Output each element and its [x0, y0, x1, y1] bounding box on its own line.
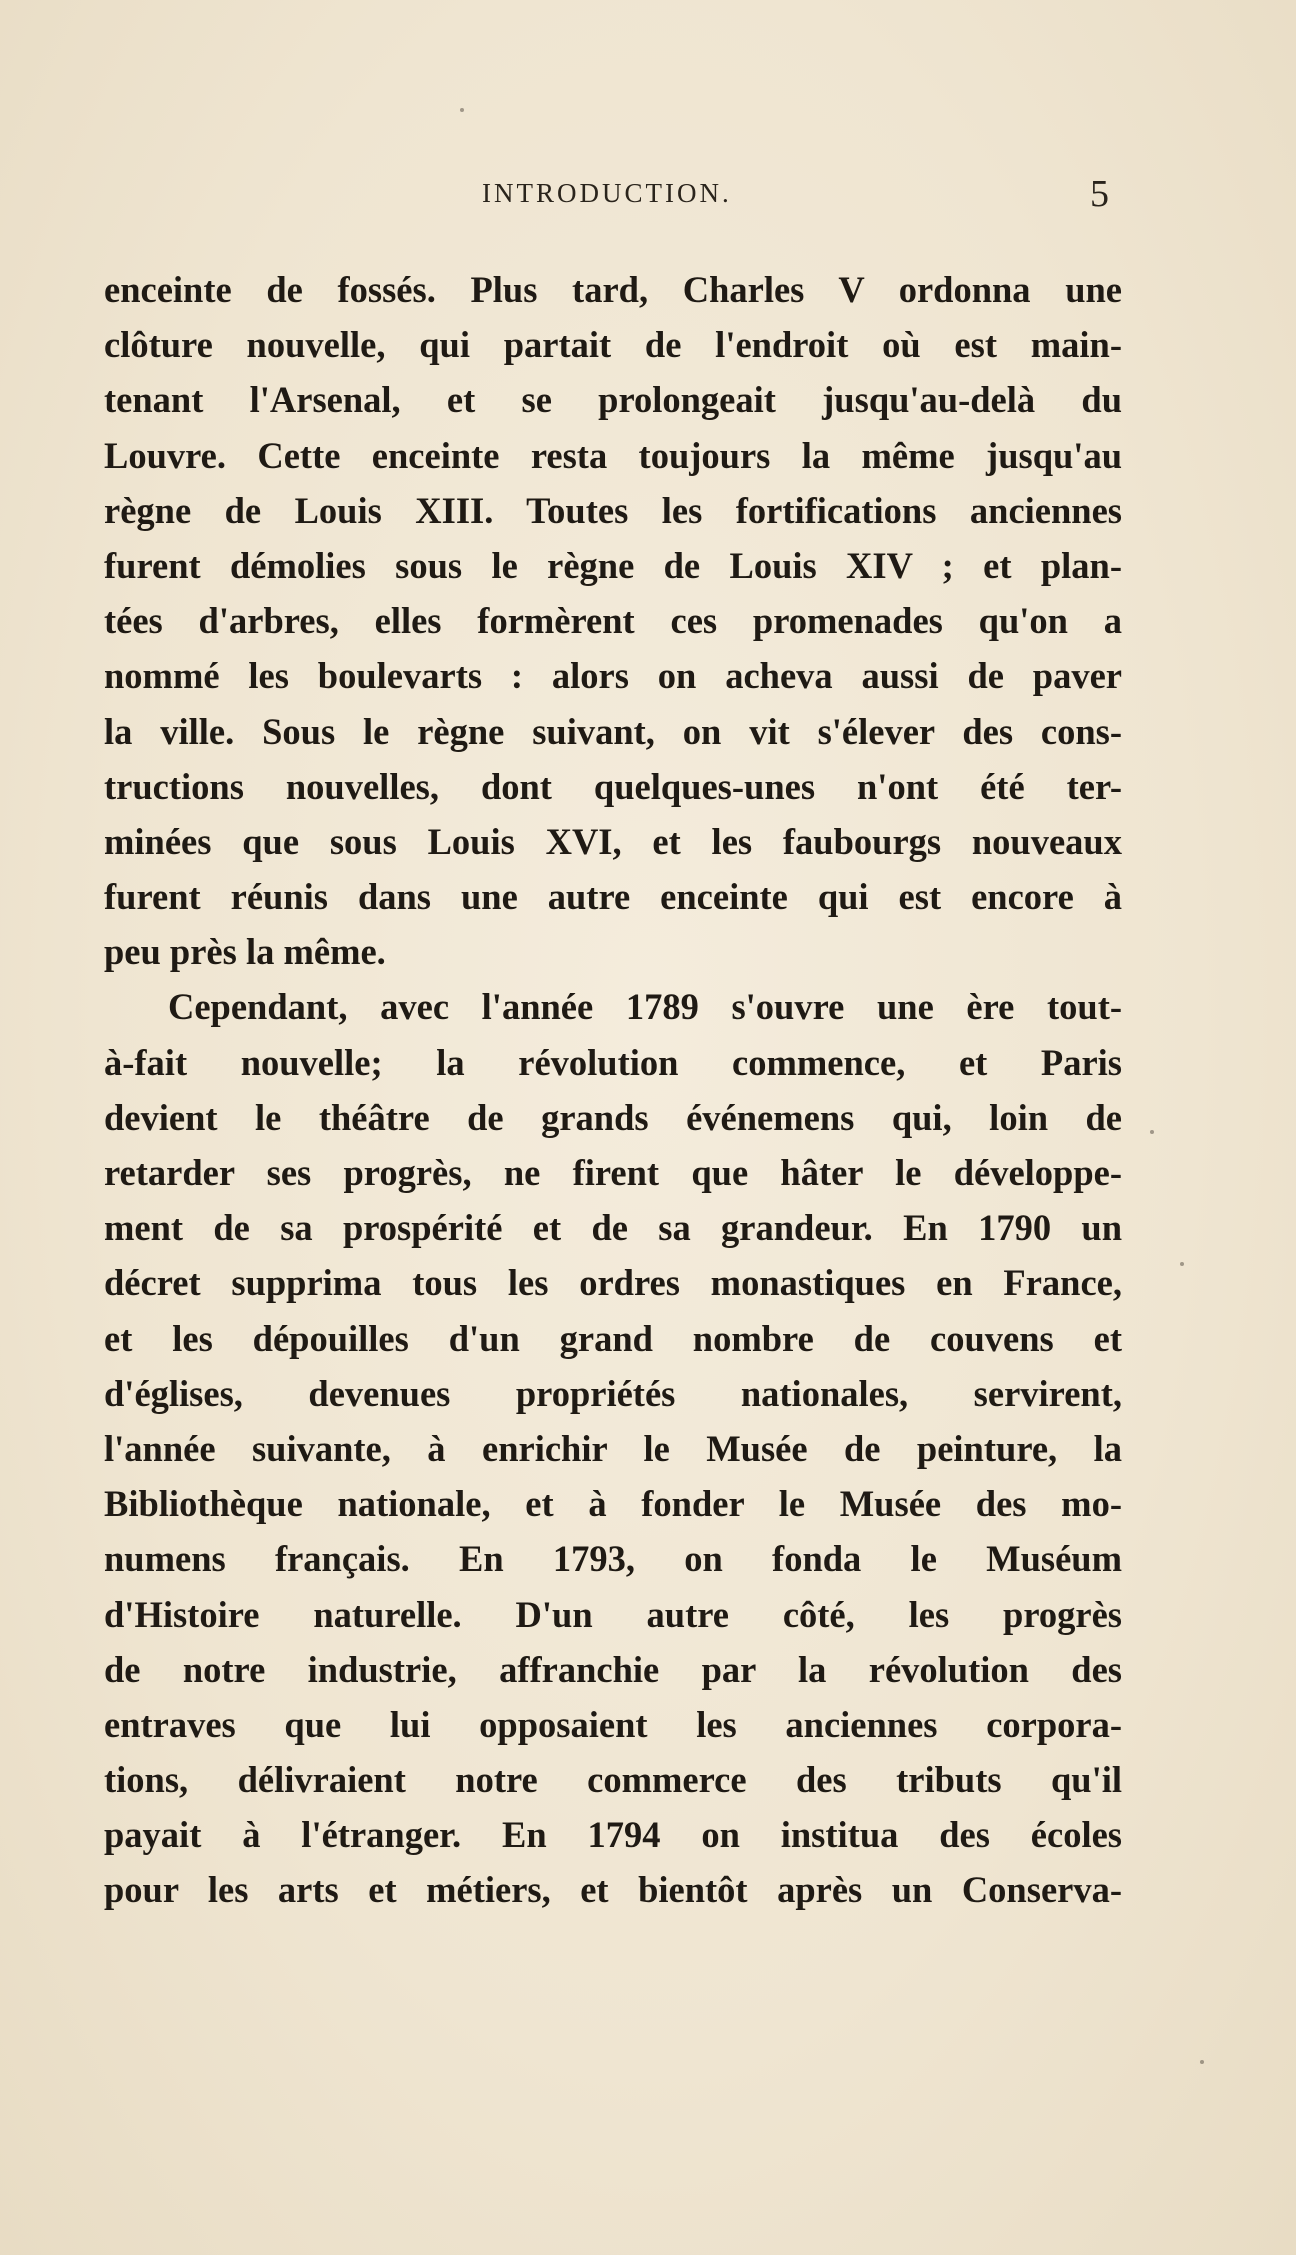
- text-line: tructions nouvelles, dont quelques-unes n'ont été ter-: [104, 765, 1122, 807]
- text-line: Louvre. Cette enceinte resta toujours la même jusqu'au: [104, 434, 1122, 476]
- text-line: d'Histoire naturelle. D'un autre côté, les progrès: [104, 1593, 1122, 1635]
- text-line: enceinte de fossés. Plus tard, Charles V ordonna une: [104, 269, 1122, 310]
- text-line: à-fait nouvelle; la révolution commence, et Paris: [104, 1041, 1122, 1083]
- paragraph-first-line: Cependant, avec l'année 1789 s'ouvre une ère tout-: [168, 986, 1122, 1028]
- text-line: d'églises, devenues propriétés nationales, servirent,: [104, 1372, 1122, 1414]
- paragraph-last-line: peu près la même.: [104, 931, 386, 973]
- text-line: retarder ses progrès, ne firent que hâter le développe-: [104, 1152, 1122, 1193]
- paper-speck: [1150, 1130, 1154, 1134]
- text-line: Bibliothèque nationale, et à fonder le Musée des mo-: [104, 1483, 1122, 1525]
- running-head: [0, 173, 1296, 218]
- text-line: clôture nouvelle, qui partait de l'endroit où est main-: [104, 324, 1122, 366]
- text-line: tenant l'Arsenal, et se prolongeait jusqu'au-delà du: [104, 379, 1122, 421]
- text-line: entraves que lui opposaient les anciennes corpora-: [104, 1703, 1122, 1745]
- paper-speck: [460, 108, 464, 112]
- text-line: décret supprima tous les ordres monastiques en France,: [104, 1262, 1122, 1304]
- paper-speck: [1200, 2060, 1204, 2064]
- paper-speck: [1180, 1262, 1184, 1266]
- text-line: l'année suivante, à enrichir le Musée de peinture, la: [104, 1427, 1122, 1469]
- text-line: minées que sous Louis XVI, et les faubourgs nouveaux: [104, 820, 1122, 862]
- text-line: furent démolies sous le règne de Louis XIV ; et plan-: [104, 544, 1122, 586]
- text-line: payait à l'étranger. En 1794 on institua des écoles: [104, 1814, 1122, 1856]
- text-line: ment de sa prospérité et de sa grandeur. En 1790 un: [104, 1207, 1122, 1249]
- running-title: INTRODUCTION.: [482, 178, 732, 208]
- text-line: pour les arts et métiers, et bientôt après un Conserva-: [104, 1869, 1122, 1911]
- text-line: tées d'arbres, elles formèrent ces promenades qu'on a: [104, 600, 1122, 642]
- text-line: numens français. En 1793, on fonda le Muséum: [104, 1538, 1122, 1580]
- text-line: devient le théâtre de grands événemens qui, loin de: [104, 1096, 1122, 1138]
- text-line: et les dépouilles d'un grand nombre de couvens et: [104, 1317, 1122, 1359]
- page-number: 5: [1090, 173, 1109, 215]
- text-line: tions, délivraient notre commerce des tributs qu'il: [104, 1759, 1122, 1801]
- text-line: de notre industrie, affranchie par la révolution des: [104, 1648, 1122, 1690]
- text-line: nommé les boulevarts : alors on acheva aussi de paver: [104, 655, 1122, 697]
- text-line: furent réunis dans une autre enceinte qui est encore à: [104, 876, 1122, 918]
- text-line: la ville. Sous le règne suivant, on vit s'élever des cons-: [104, 710, 1122, 752]
- body-text: [104, 262, 1122, 1918]
- text-line: règne de Louis XIII. Toutes les fortifications anciennes: [104, 489, 1122, 531]
